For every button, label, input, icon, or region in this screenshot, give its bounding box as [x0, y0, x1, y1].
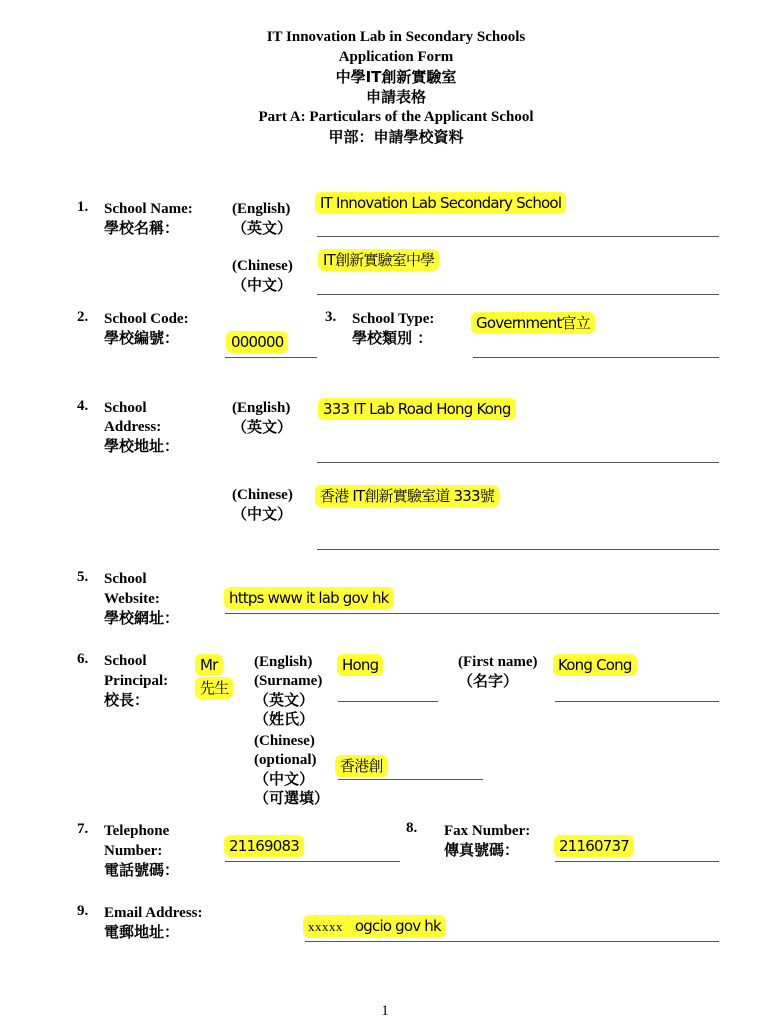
school-website-field[interactable]: https www it lab gov hk — [224, 587, 394, 609]
school-website-underline — [225, 613, 719, 614]
principal-title-en-field[interactable]: Mr — [195, 654, 223, 676]
item-number: 1. — [77, 199, 89, 215]
chinese-label: (Chinese) — [232, 258, 293, 274]
english-label: (English) — [232, 201, 291, 217]
school-name-label: School Name: — [104, 201, 193, 217]
school-name-zh-field[interactable]: IT創新實驗室中學 — [318, 249, 439, 271]
optional-label-zh: （可選填） — [254, 789, 330, 807]
form-header — [0, 27, 770, 147]
fax-label-zh: 傳真號碼： — [444, 841, 520, 859]
first-name-label-zh: （名字） — [458, 672, 519, 690]
school-address-en-field[interactable]: 333 IT Lab Road Hong Kong — [318, 398, 516, 420]
part-title-zh: 甲部：申請學校資料 — [328, 128, 464, 146]
item-number: 4. — [77, 398, 89, 414]
chinese-label: (Chinese) — [232, 487, 293, 503]
school-website-label-2: Website: — [104, 591, 160, 607]
telephone-label-2: Number: — [104, 843, 163, 859]
school-address-zh-underline — [317, 549, 719, 550]
school-name-en-underline — [317, 236, 719, 237]
email-label-zh: 電郵地址： — [104, 923, 180, 941]
school-type-underline — [473, 357, 719, 358]
principal-label-zh: 校長： — [104, 691, 150, 709]
school-address-label-1: School — [104, 400, 147, 416]
principal-name-zh-field[interactable]: 香港創 — [335, 755, 388, 777]
optional-label: (optional) — [254, 752, 317, 768]
school-name-en-field[interactable]: IT Innovation Lab Secondary School — [315, 192, 566, 214]
principal-first-name-field[interactable]: Kong Cong — [553, 654, 637, 676]
school-address-label-2: Address: — [104, 419, 162, 435]
item-number: 7. — [77, 821, 89, 837]
telephone-underline — [225, 861, 400, 862]
english-label-zh: （英文） — [232, 418, 293, 436]
chinese-label: (Chinese) — [254, 733, 315, 749]
school-address-label-zh: 學校地址： — [104, 437, 180, 455]
school-code-label: School Code: — [104, 311, 189, 327]
english-label: (English) — [232, 400, 291, 416]
item-number: 3. — [325, 309, 337, 325]
school-code-label-zh: 學校編號： — [104, 329, 180, 347]
chinese-label-zh: （中文） — [232, 276, 293, 294]
school-website-label-1: School — [104, 571, 147, 587]
surname-label: (Surname) — [254, 673, 323, 689]
english-label-zh: （英文） — [232, 219, 293, 237]
school-type-field[interactable]: Government官立 — [471, 312, 595, 334]
part-title-en: Part A: Particulars of the Applicant School — [258, 109, 534, 125]
telephone-label-1: Telephone — [104, 823, 170, 839]
principal-label-2: Principal: — [104, 673, 169, 689]
principal-label-1: School — [104, 653, 147, 669]
english-label: (English) — [254, 654, 313, 670]
school-address-en-underline — [317, 462, 719, 463]
item-number: 6. — [77, 651, 89, 667]
form-subtitle-en: Application Form — [338, 49, 454, 65]
first-name-label: (First name) — [458, 654, 538, 670]
item-number: 8. — [406, 820, 418, 836]
item-number: 5. — [77, 569, 89, 585]
email-user: xxxxx — [308, 919, 343, 934]
email-domain: ogcio gov hk — [354, 917, 441, 935]
school-website-label-zh: 學校網址： — [104, 609, 180, 627]
principal-surname-en-underline — [338, 701, 438, 702]
page-number: 1 — [381, 1003, 389, 1019]
item-number: 2. — [77, 309, 89, 325]
telephone-label-zh: 電話號碼： — [104, 861, 180, 879]
form-subtitle-zh: 申請表格 — [365, 88, 426, 106]
email-underline — [305, 941, 719, 942]
fax-underline — [555, 861, 719, 862]
email-label: Email Address: — [104, 905, 203, 921]
principal-name-zh-underline — [338, 779, 483, 780]
fax-label: Fax Number: — [444, 823, 531, 839]
telephone-field[interactable]: 21169083 — [224, 835, 304, 857]
school-name-zh-underline — [317, 294, 719, 295]
school-type-label-zh: 學校類別 ： — [352, 329, 433, 347]
school-address-zh-field[interactable]: 香港 IT創新實驗室道 333號 — [315, 485, 499, 507]
chinese-label-zh: （中文） — [232, 505, 293, 523]
fax-field[interactable]: 21160737 — [554, 835, 634, 857]
school-type-label: School Type: — [352, 311, 435, 327]
form-title-en: IT Innovation Lab in Secondary Schools — [266, 29, 526, 45]
school-code-underline — [225, 357, 317, 358]
chinese-label-zh: （中文） — [254, 770, 315, 788]
principal-first-name-underline — [555, 701, 719, 702]
principal-surname-en-field[interactable]: Hong — [337, 654, 383, 676]
email-field[interactable] — [303, 915, 446, 938]
item-number: 9. — [77, 903, 89, 919]
surname-label-zh: （姓氏） — [254, 710, 315, 728]
form-title-zh: 中學IT創新實驗室 — [335, 68, 457, 86]
english-label-zh: （英文） — [254, 691, 315, 709]
principal-title-zh-field[interactable]: 先生 — [195, 677, 233, 699]
school-code-field[interactable]: 000000 — [226, 331, 288, 353]
school-name-label-zh: 學校名稱： — [104, 219, 180, 237]
